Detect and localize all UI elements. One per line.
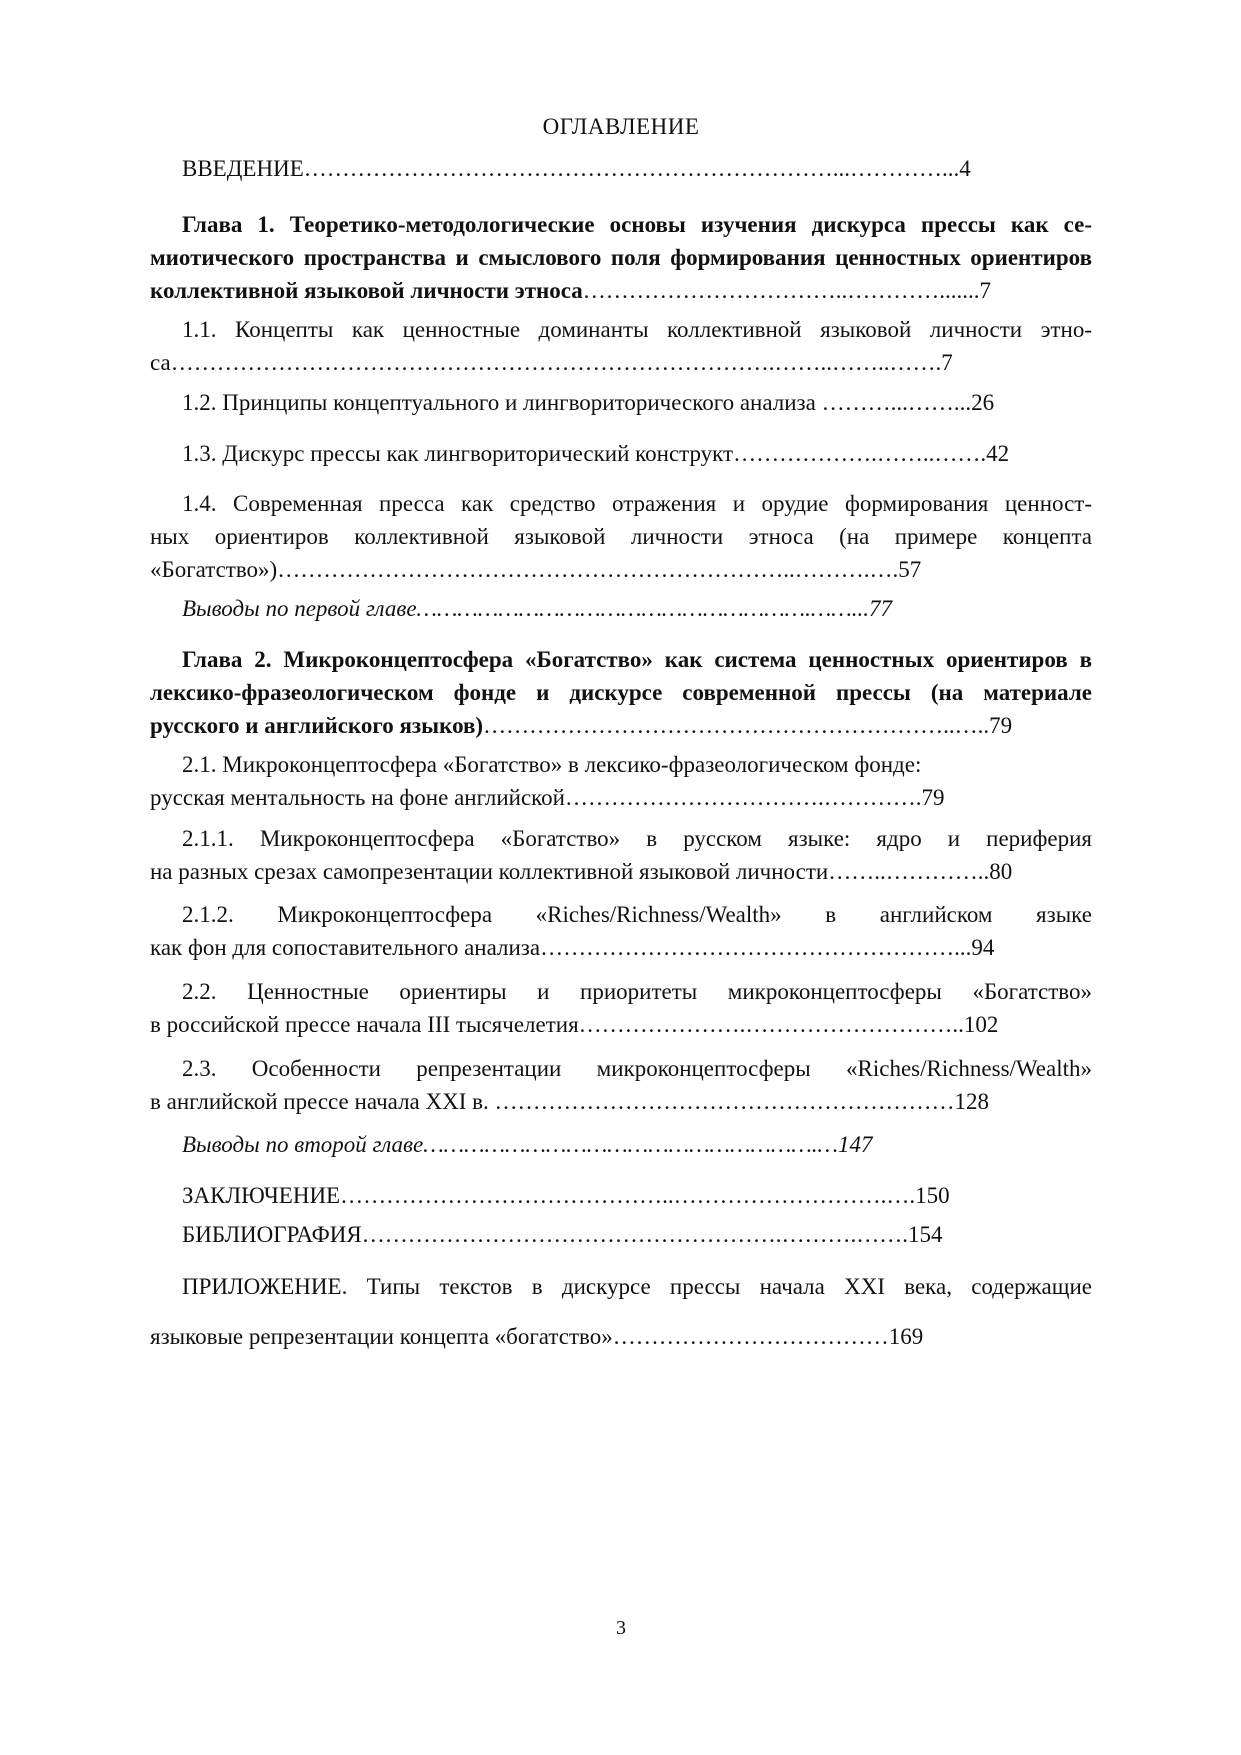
toc-entry-section-1-2[interactable]: 1.2. Принципы концептуального и лингвориторического анализа ………...……...26 bbox=[182, 390, 995, 415]
toc-entry-conclusions-chapter-2[interactable]: Выводы по второй главе………………………………………………….…147 bbox=[182, 1132, 873, 1157]
toc-entry-section-2-3[interactable]: 2.3. Особенности репрезентации микроконцептосферы «Riches/Richness/Wealth» в английской прессе начала XXI в. ……………………………………………………128 bbox=[150, 1056, 1092, 1114]
toc-entry-conclusion[interactable]: ЗАКЛЮЧЕНИЕ……………………………………..……………………….….150 bbox=[182, 1183, 950, 1208]
toc-entry-conclusions-chapter-1[interactable]: Выводы по первой главе………………………………………………….……...77 bbox=[182, 596, 892, 621]
toc-entry-appendix[interactable]: ПРИЛОЖЕНИЕ. Типы текстов в дискурсе прессы начала XXI века, содержащие языковые репрезентации концепта «богатство»………………………………169 bbox=[150, 1274, 1092, 1349]
toc-heading: ОГЛАВЛЕНИЕ bbox=[542, 114, 700, 139]
toc-entry-section-1-3[interactable]: 1.3. Дискурс прессы как лингвориторический конструкт……………….……..…….42 bbox=[182, 441, 1010, 466]
toc-entry-section-1-4[interactable]: 1.4. Современная пресса как средство отражения и орудие формирования ценност- ных ориентиров коллективной языковой личности этноса (на примере концепта «Богатство»)…………………………………………………………..……….….57 bbox=[150, 491, 1092, 582]
toc-entry-section-2-1-1[interactable]: 2.1.1. Микроконцептосфера «Богатство» в русском языке: ядро и периферия на разных срезах самопрезентации коллективной языковой личности……..…………..80 bbox=[150, 826, 1092, 884]
page-number: 3 bbox=[616, 1617, 626, 1639]
toc-entry-bibliography[interactable]: БИБЛИОГРАФИЯ……………………………………………….……….…….154 bbox=[182, 1222, 943, 1247]
toc-entry-introduction[interactable]: ВВЕДЕНИЕ……………………………………………………………...…………...4 bbox=[182, 156, 971, 181]
toc-entry-section-2-2[interactable]: 2.2. Ценностные ориентиры и приоритеты микроконцептосферы «Богатство» в российской прессе начала III тысячелетия………………….………………………..102 bbox=[150, 979, 1092, 1037]
toc-entry-section-2-1-2[interactable]: 2.1.2. Микроконцептосфера «Riches/Richness/Wealth» в английском языке как фон для сопоставительного анализа………………………………………………...94 bbox=[150, 902, 1092, 960]
toc-entry-chapter-1[interactable]: Глава 1. Теоретико-методологические основы изучения дискурса прессы как се- миотического пространства и смыслового поля формирования ценностных ориентиров коллективной языковой личности этноса……………………………..………….......7 bbox=[150, 212, 1092, 303]
toc-entry-chapter-2[interactable]: Глава 2. Микроконцептосфера «Богатство» как система ценностных ориентиров в лексико-фразеологическом фонде и дискурсе современной прессы (на материале русского и английского языков)……………………………………………………..…..79 bbox=[150, 647, 1092, 738]
toc-entry-section-1-1[interactable]: 1.1. Концепты как ценностные доминанты коллективной языковой личности этно- са…………………………………………………………………….……..……..…….7 bbox=[150, 317, 1092, 375]
toc-entry-section-2-1[interactable]: 2.1. Микроконцептосфера «Богатство» в лексико-фразеологическом фонде: русская ментальность на фоне английской…………………………….………….79 bbox=[150, 752, 945, 810]
